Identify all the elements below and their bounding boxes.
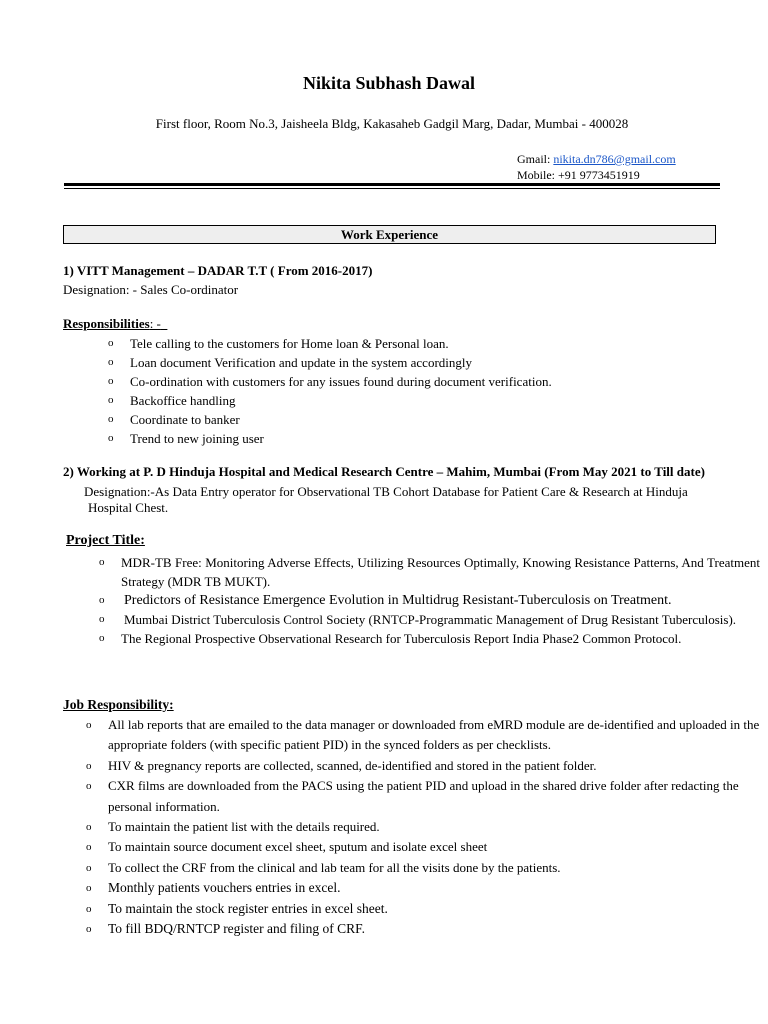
gmail-link[interactable]: nikita.dn786@gmail.com	[553, 152, 676, 166]
bullet-icon: o	[99, 632, 105, 644]
list-item	[86, 919, 766, 939]
list-item-text: To maintain the stock register entries in excel sheet.	[108, 900, 388, 916]
list-item-text: Trend to new joining user	[130, 431, 264, 446]
job1-title: 1) VITT Management – DADAR T.T ( From 2016-2017)	[63, 263, 373, 278]
job2-designation-line1: Designation:-As Data Entry operator for Observational TB Cohort Database for Patient Care & Research at Hinduja	[84, 484, 688, 499]
list-item-text: HIV & pregnancy reports are collected, scanned, de-identified and stored in the patient folder.	[108, 757, 597, 773]
mobile-line: Mobile: +91 9773451919	[517, 168, 640, 182]
job-responsibility-heading: Job Responsibility:	[63, 697, 174, 712]
job2-designation-line2: Hospital Chest.	[88, 500, 169, 515]
list-item-text: The Regional Prospective Observational Research for Tuberculosis Report India Phase2 Common Protocol.	[121, 631, 682, 646]
bullet-icon: o	[99, 594, 105, 606]
list-item	[108, 334, 730, 353]
list-item	[108, 372, 730, 391]
bullet-icon: o	[108, 356, 114, 368]
resp-heading-label: Responsibilities	[63, 316, 150, 331]
job1-designation: Designation: - Sales Co-ordinator	[63, 282, 239, 297]
bullet-icon: o	[86, 923, 92, 936]
bullet-icon: o	[108, 375, 114, 387]
job-responsibility-list	[86, 715, 766, 939]
bullet-icon: o	[86, 861, 92, 874]
list-item-text: Monthly patients vouchers entries in excel.	[108, 880, 341, 896]
bullet-icon: o	[86, 759, 92, 772]
bullet-icon: o	[86, 902, 92, 915]
bullet-icon: o	[86, 821, 92, 834]
resp-heading-suffix: : -	[149, 316, 161, 331]
address: First floor, Room No.3, Jaisheela Bldg, Kakasaheb Gadgil Marg, Dadar, Mumbai - 400028	[155, 116, 629, 131]
header-rule-thick	[64, 183, 720, 186]
gmail-line	[517, 151, 676, 167]
bullet-icon: o	[86, 882, 92, 895]
list-item	[86, 858, 766, 878]
job1-resp-heading	[63, 316, 167, 332]
bullet-icon: o	[86, 719, 92, 731]
list-item	[86, 756, 766, 776]
job2-designation	[84, 484, 768, 516]
gmail-label: Gmail:	[517, 152, 551, 166]
bullet-icon: o	[99, 556, 105, 568]
bullet-icon: o	[108, 394, 114, 406]
bullet-icon: o	[108, 432, 114, 444]
project-title-heading: Project Title:	[66, 533, 145, 548]
list-item	[86, 899, 766, 919]
job2-title: 2) Working at P. D Hinduja Hospital and Medical Research Centre – Mahim, Mumbai (From May 2021 to Till date)	[63, 464, 705, 479]
job1-resp-list	[108, 334, 730, 448]
list-item-text: Co-ordination with customers for any issues found during document verification.	[130, 374, 552, 389]
list-item-text: MDR-TB Free: Monitoring Adverse Effects, Utilizing Resources Optimally, Knowing Resistance Patterns, And Treatment Strategy (MDR TB MUKT).	[121, 555, 760, 589]
list-item-text: To collect the CRF from the clinical and lab team for all the visits done by the patients.	[108, 859, 561, 875]
list-item	[99, 610, 760, 629]
list-item-text: All lab reports that are emailed to the data manager or downloaded from eMRD module are de-identified and uploaded in the appropriate folders (with specific patient PID) in the synced folders as per checklists.	[108, 717, 760, 753]
list-item-text: Loan document Verification and update in the system accordingly	[130, 355, 472, 370]
list-item	[86, 837, 766, 857]
list-item	[108, 429, 730, 448]
list-item	[86, 715, 766, 756]
list-item	[99, 629, 760, 648]
bullet-icon: o	[108, 413, 114, 425]
list-item-text: To fill BDQ/RNTCP register and filing of CRF.	[108, 921, 365, 937]
bullet-icon: o	[86, 841, 92, 854]
candidate-name: Nikita Subhash Dawal	[302, 73, 476, 93]
list-item	[86, 878, 766, 898]
list-item-text: Predictors of Resistance Emergence Evolution in Multidrug Resistant-Tuberculosis on Treatment.	[124, 593, 672, 608]
list-item-text: To maintain source document excel sheet, sputum and isolate excel sheet	[108, 839, 488, 855]
list-item-text: Coordinate to banker	[130, 412, 240, 427]
list-item-text: Tele calling to the customers for Home loan & Personal loan.	[130, 336, 449, 351]
list-item-text: Backoffice handling	[130, 393, 236, 408]
list-item	[86, 776, 766, 817]
list-item	[86, 817, 766, 837]
bullet-icon: o	[86, 780, 92, 793]
list-item-text: To maintain the patient list with the details required.	[108, 819, 380, 835]
contact-block	[517, 151, 676, 183]
bullet-icon: o	[99, 613, 105, 625]
list-item-text: CXR films are downloaded from the PACS using the patient PID and upload in the shared drive folder after redacting the personal information.	[108, 778, 739, 814]
list-item	[108, 353, 730, 372]
list-item	[99, 553, 760, 591]
list-item	[99, 591, 760, 610]
list-item-text: Mumbai District Tuberculosis Control Society (RNTCP-Programmatic Management of Drug Resistant Tuberculosis).	[124, 612, 737, 627]
list-item	[108, 410, 730, 429]
section-title-work-experience: Work Experience	[63, 225, 716, 244]
header-rule-thin	[64, 188, 720, 189]
list-item	[108, 391, 730, 410]
bullet-icon: o	[108, 337, 114, 349]
project-list	[99, 553, 760, 648]
